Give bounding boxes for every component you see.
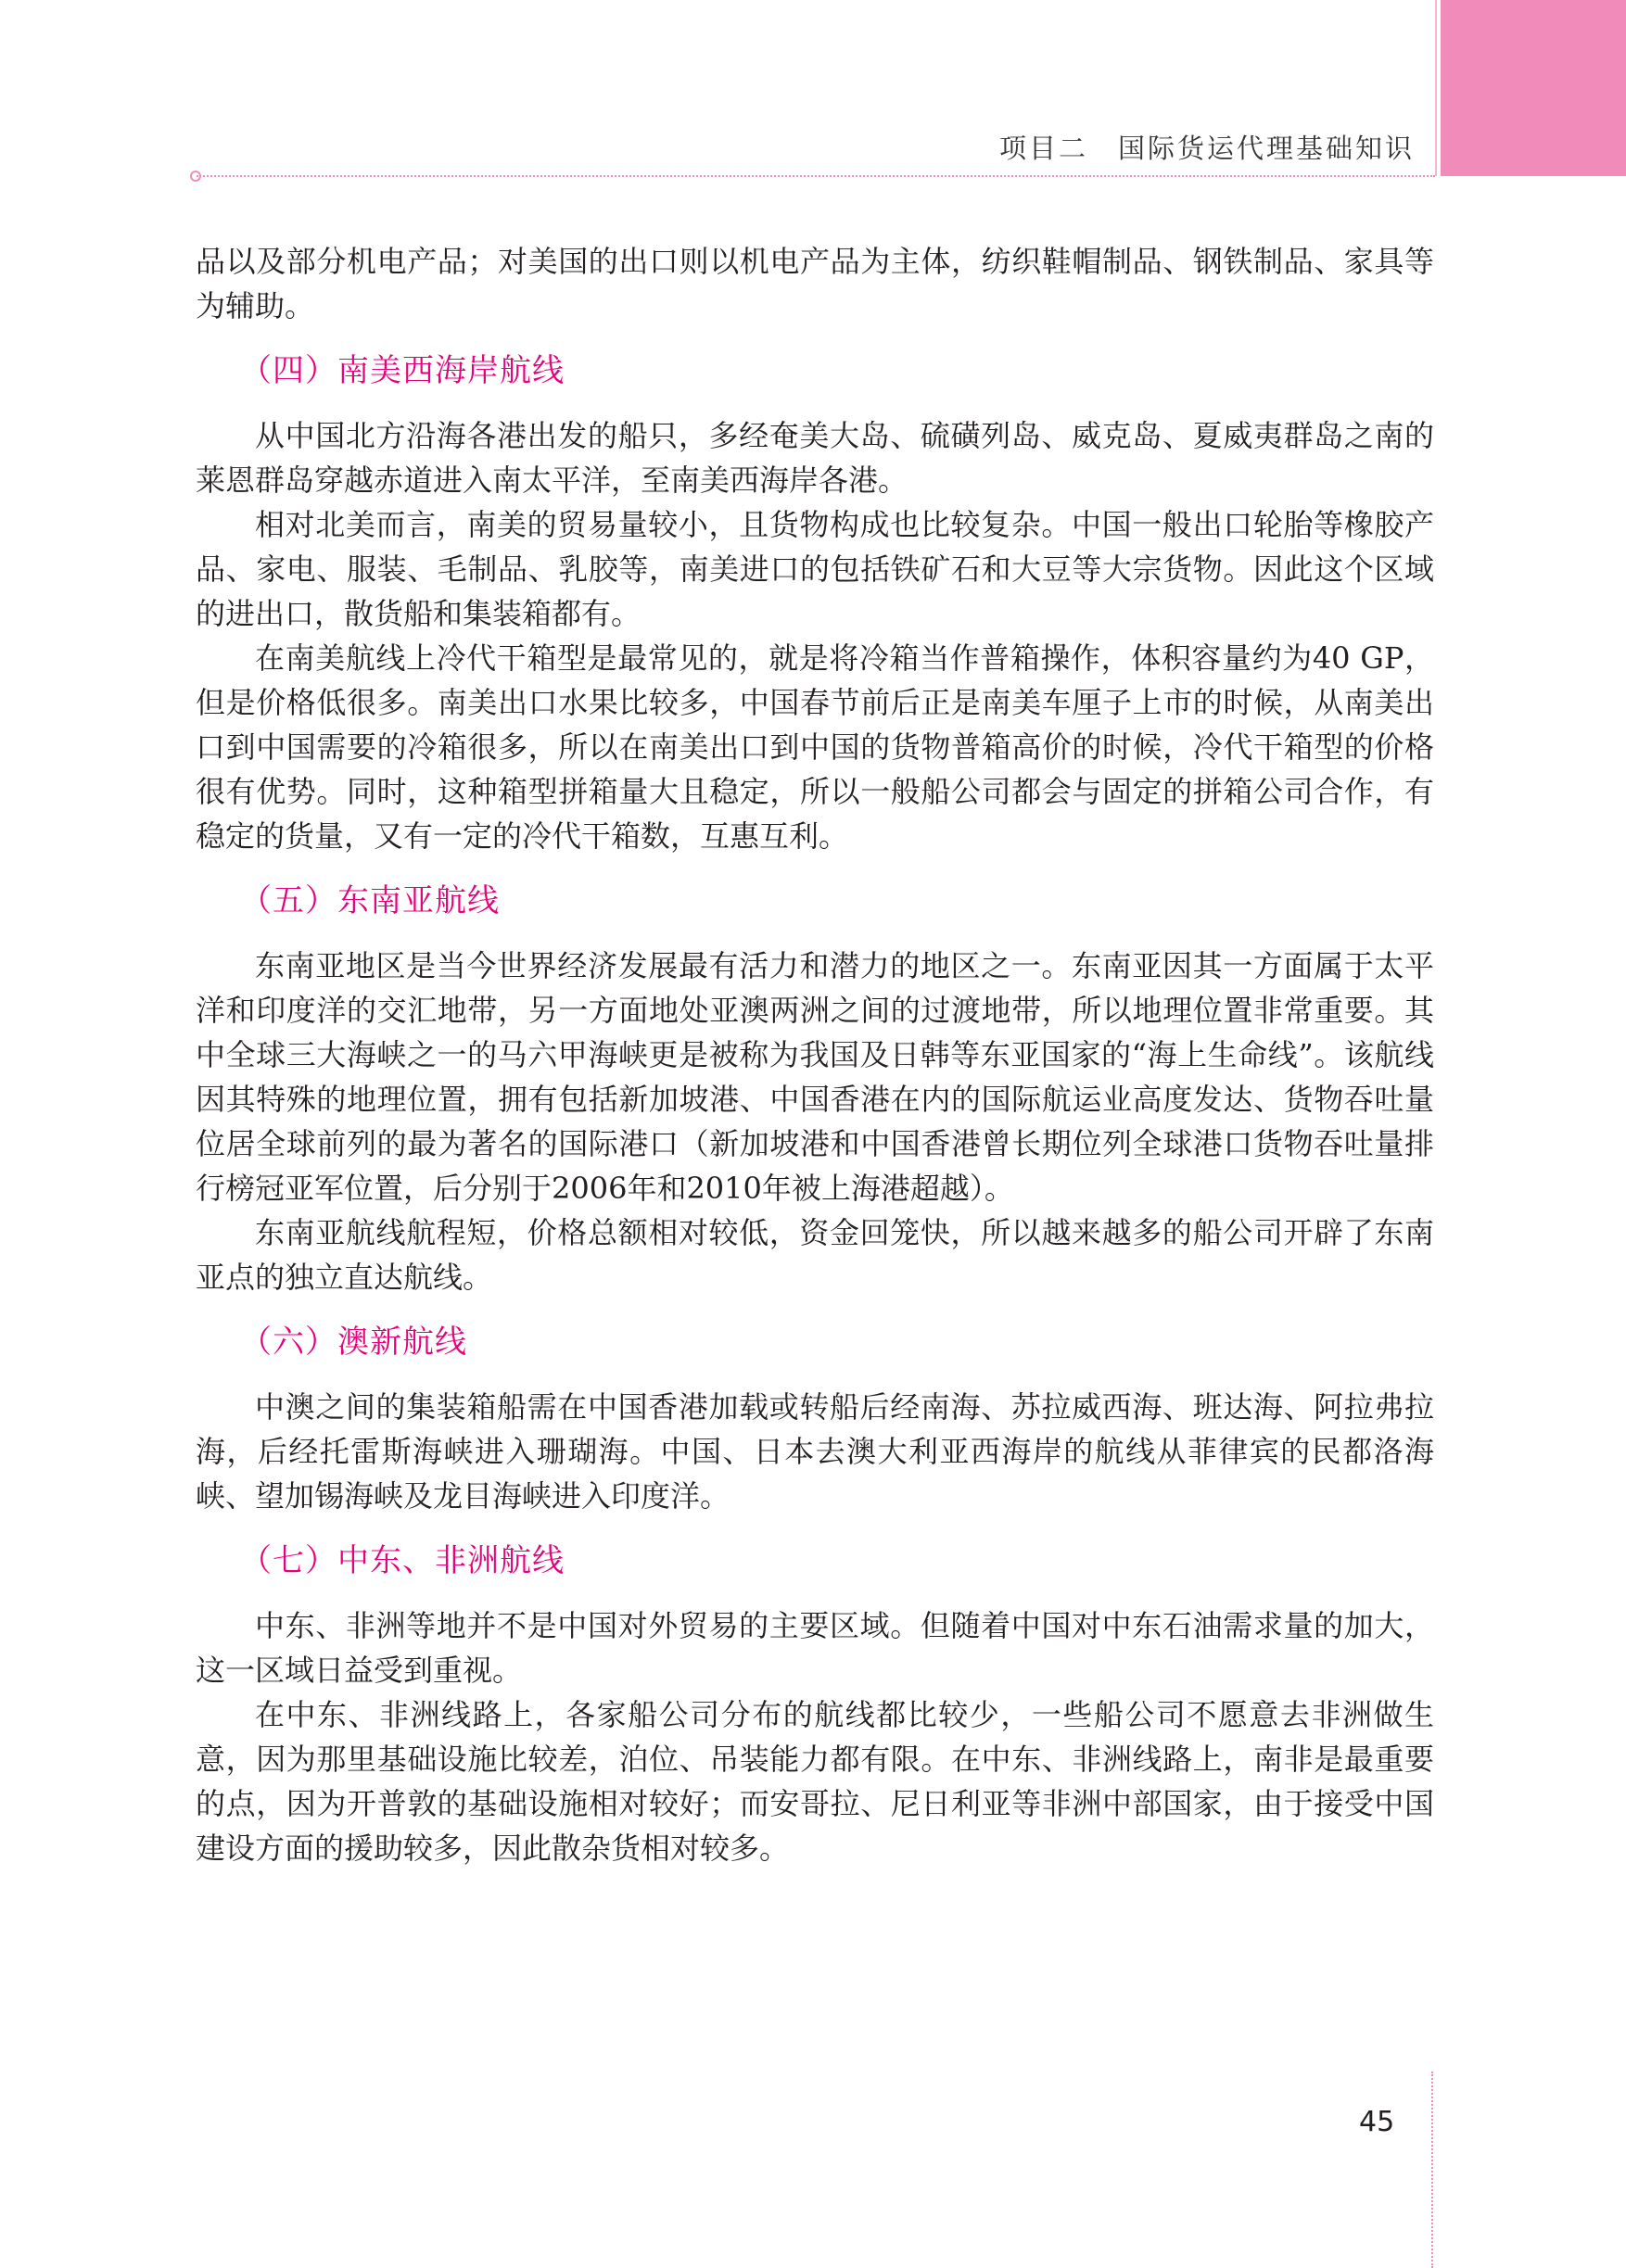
paragraph: 东南亚地区是当今世界经济发展最有活力和潜力的地区之一。东南亚因其一方面属于太平洋和印度洋的交汇地带，另一方面地处亚澳两洲之间的过渡地带，所以地理位置非常重要。其中全球三大海峡之一的马六甲海峡更是被称为我国及日韩等东亚国家的“海上生命线”。该航线因其特殊的地理位置，拥有包括新加坡港、中国香港在内的国际航运业高度发达、货物吞吐量位居全球前列的最为著名的国际港口（新加坡港和中国香港曾长期位列全球港口货物吞吐量排行榜冠亚军位置，后分别于2006年和2010年被上海港超越）。 (196, 948, 1434, 1206)
paragraph-continuation: 品以及部分机电产品；对美国的出口则以机电产品为主体，纺织鞋帽制品、钢铁制品、家具等为辅助。 (196, 244, 1434, 323)
paragraph: 东南亚航线航程短，价格总额相对较低，资金回笼快，所以越来越多的船公司开辟了东南亚点的独立直达航线。 (196, 1215, 1434, 1295)
header-divider-line (1435, 0, 1437, 176)
section-heading-south-america-west: （四）南美西海岸航线 (240, 352, 565, 389)
section-heading-middle-east-africa: （七）中东、非洲航线 (240, 1542, 565, 1579)
paragraph: 中东、非洲等地并不是中国对外贸易的主要区域。但随着中国对中东石油需求量的加大，这一区域日益受到重视。 (196, 1608, 1434, 1688)
section-heading-southeast-asia: （五）东南亚航线 (240, 882, 500, 919)
paragraph: 相对北美而言，南美的贸易量较小，且货物构成也比较复杂。中国一般出口轮胎等橡胶产品、家电、服装、毛制品、乳胶等，南美进口的包括铁矿石和大豆等大宗货物。因此这个区域的进出口，散货船和集装箱都有。 (196, 507, 1434, 631)
header-color-tab (1441, 0, 1626, 176)
paragraph: 在南美航线上冷代干箱型是最常见的，就是将冷箱当作普箱操作，体积容量约为40 GP，但是价格低很多。南美出口水果比较多，中国春节前后正是南美车厘子上市的时候，从南美出口到中国需要的冷箱很多，所以在南美出口到中国的货物普箱高价的时候，冷代干箱型的价格很有优势。同时，这种箱型拼箱量大且稳定，所以一般船公司都会与固定的拼箱公司合作，有稳定的货量，又有一定的冷代干箱数，互惠互利。 (196, 640, 1434, 854)
section-heading-australia-nz: （六）澳新航线 (240, 1324, 467, 1361)
paragraph: 从中国北方沿海各港出发的船只，多经奄美大岛、硫磺列岛、威克岛、夏威夷群岛之南的莱恩群岛穿越赤道进入南太平洋，至南美西海岸各港。 (196, 418, 1434, 498)
paragraph: 中澳之间的集装箱船需在中国香港加载或转船后经南海、苏拉威西海、班达海、阿拉弗拉海，后经托雷斯海峡进入珊瑚海。中国、日本去澳大利亚西海岸的航线从菲律宾的民都洛海峡、望加锡海峡及龙目海峡进入印度洋。 (196, 1389, 1434, 1514)
running-header-title: 项目二 国际货运代理基础知识 (998, 133, 1415, 164)
header-rule (197, 175, 1435, 177)
paragraph: 在中东、非洲线路上，各家船公司分布的航线都比较少，一些船公司不愿意去非洲做生意，因为那里基础设施比较差，泊位、吊装能力都有限。在中东、非洲线路上，南非是最重要的点，因为开普敦的基础设施相对较好；而安哥拉、尼日利亚等非洲中部国家，由于接受中国建设方面的援助较多，因此散杂货相对较多。 (196, 1697, 1434, 1866)
page-body (196, 239, 1434, 1870)
page-number: 45 (1359, 2106, 1395, 2138)
footer-divider-line (1431, 2072, 1433, 2268)
